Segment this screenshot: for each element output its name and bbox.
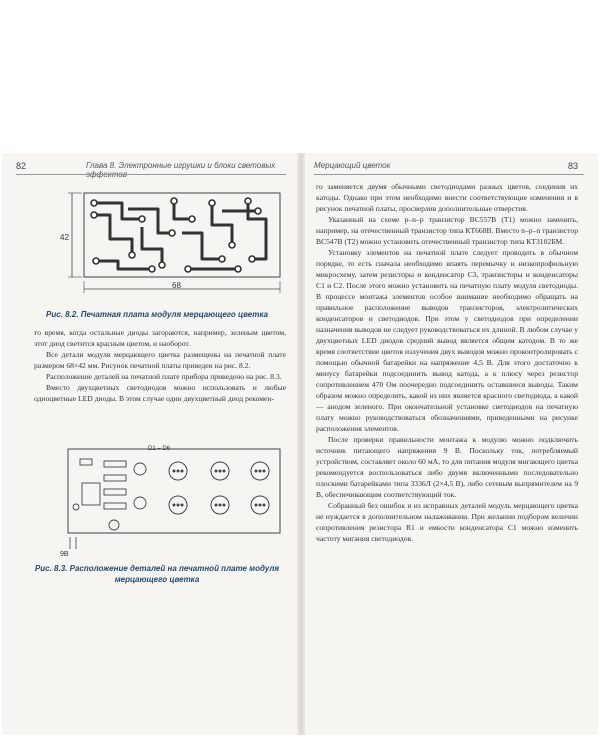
- right-body-text: [316, 181, 578, 544]
- pcb-width-dimension: 68: [172, 281, 181, 290]
- paragraph: После проверки правильности монтажа к модулю можно подключить источник питающего напряжения 9 В. Поскольку ток, потребляемый устройством, составляет около 60 мА, то для питания модуля мигающего цветка рекомендуется воспользоваться либо двумя включенными последовательно плоскими батарейками типа 3336Л (2×4,5 В), либо сетевым выпрямителем на 9 В, обеспечивающим соответствующий ток.: [316, 435, 578, 499]
- left-page: [2, 153, 298, 735]
- led-group-label: D1 – D6: [148, 446, 171, 452]
- caption-line: мерцающего цветка: [114, 575, 200, 584]
- paragraph: Установку элементов на печатной плате следует проводить в обычном порядке, то есть сначала необходимо впаять перемычку и низкопрофильную микросхему, затем резисторы и конденсатор С3, транзисторы и конденсаторы С1 и С2. После этого можно установить на печатную плату модуля светодиоды. В процессе монтажа элементов особое внимание необходимо обращать на правильное расположение выводов транзисторов, электролитических конденсаторов и светодиодов. При этом у светодиодов при определении назначения выводов не следует руководствоваться их длиной. В любом случае у двухцветных LED диодов средний вывод является общим катодом. В то же время соответствие цветов излучения двух выводов можно проконтролировать с помощью обычной батарейки на напряжение 4,5 В. Для этого достаточно к минусу батарейки подсоединить вывод катода, а к плюсу через резистор сопротивлением 470 Ом поочередно подсоединить оставшиеся выводы. Таким образом можно определить, какой из них является красного светодиода, а какой — анодом зеленого. При окончательной установке светодиодов на печатную плату можно руководствоваться обозначениями, приведенными на рисунке расположения элементов.: [316, 248, 578, 433]
- running-head-left: Глава 8. Электронные игрушки и блоки световых: [86, 161, 276, 170]
- pcb-height-dimension: 42: [60, 233, 69, 242]
- paragraph: Вместо двухцветных светодиодов можно использовать и любые одноцветные LED диоды. В этом случае один двухцветный диод рекомен-: [34, 383, 286, 403]
- running-head-right: Мерцающий цветок: [314, 161, 391, 170]
- header-rule-left: [16, 174, 286, 175]
- figure-8-2-caption: Рис. 8.2. Печатная плата модуля мерцающего цветка: [46, 310, 268, 319]
- header-rule-right: [314, 174, 584, 175]
- left-body-text: [34, 327, 286, 404]
- figure-8-3-caption: [22, 563, 292, 585]
- power-label: 9В: [60, 551, 69, 558]
- book-spread: [2, 153, 598, 735]
- paragraph: Собранный без ошибок и из исправных деталей модуль мерцающего цветка не нуждается в дополнительном налаживании. При желании подбором величин сопротивления резистора R1 и емкости конденсатора С1 можно изменить частоту мигания светодиодов.: [316, 501, 578, 543]
- page-number-left: 82: [16, 161, 27, 171]
- paragraph: го заменяется двумя обычными светодиодами разных цветов, соединив их катоды. Однако при этом необходимо внести соответствующие изменения и в рисунок печатной платы, просверлив дополнительные отверстия.: [316, 182, 578, 213]
- paragraph: Все детали модуля мерцающего цветка размещены на печатной плате размером 68×42 мм. Рисунок печатной платы приведен на рис. 8.2.: [34, 350, 286, 370]
- page-number-right: 83: [568, 161, 579, 171]
- paragraph: то время, когда остальные диоды загораются, например, зеленым цветом, этот диод светится красным цветом, и наоборот.: [34, 328, 286, 348]
- right-page: [302, 153, 598, 735]
- caption-line: Рис. 8.3. Расположение деталей на печатной плате модуля: [34, 564, 280, 573]
- paragraph: Расположение деталей на печатной плате прибора приведено на рис. 8.3.: [46, 372, 282, 381]
- component-layout-figure: [60, 445, 290, 555]
- paragraph: Указанный на схеме p–n–p транзистор BC557B (T1) можно заменить, например, на отечественный транзистор типа КТ668В. Вместо n–p–n транзистор BC547B (T2) можно установить отечественный транзистор типа КТ3102БМ.: [316, 215, 578, 246]
